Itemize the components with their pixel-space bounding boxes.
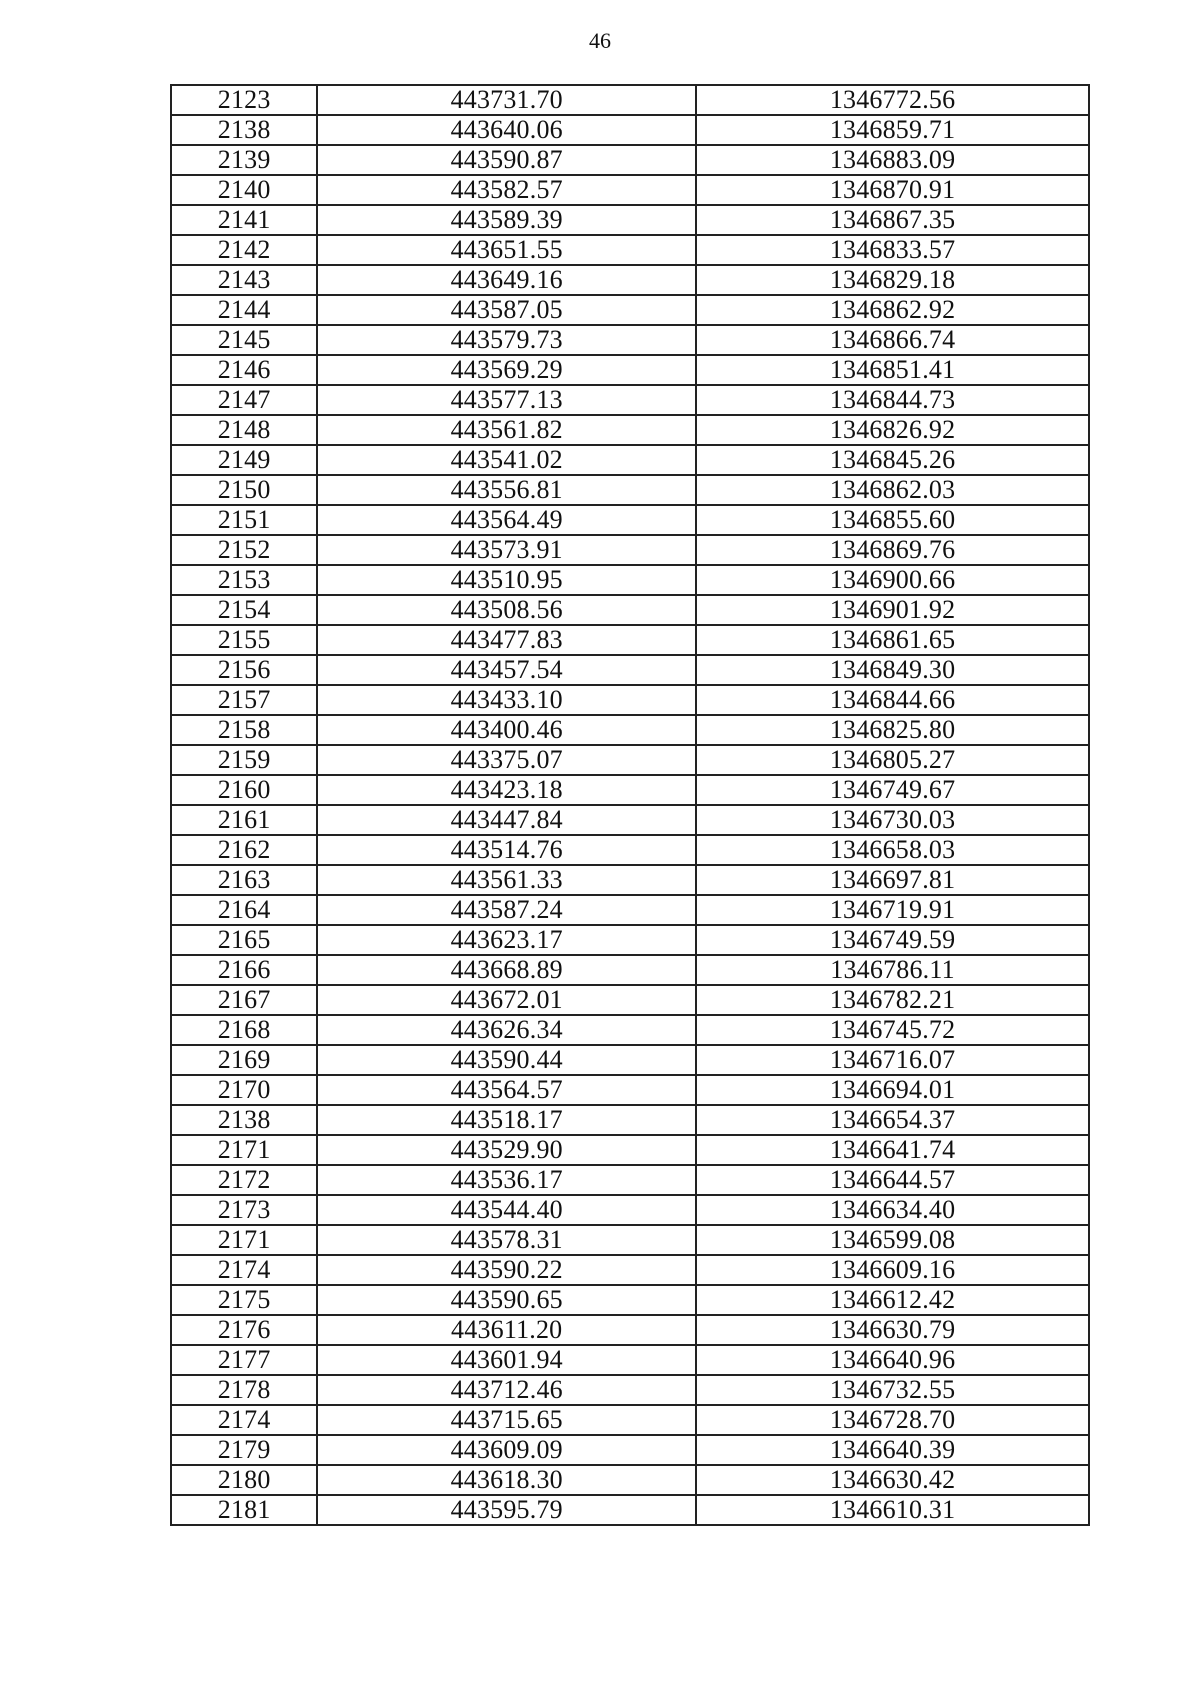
x-coordinate-cell: 443590.22: [317, 1255, 696, 1285]
y-coordinate-cell: 1346609.16: [696, 1255, 1089, 1285]
x-coordinate-cell: 443518.17: [317, 1105, 696, 1135]
point-number-cell: 2159: [171, 745, 317, 775]
point-number-cell: 2168: [171, 1015, 317, 1045]
y-coordinate-cell: 1346866.74: [696, 325, 1089, 355]
x-coordinate-cell: 443561.33: [317, 865, 696, 895]
table-row: [171, 355, 1089, 385]
y-coordinate-cell: 1346772.56: [696, 85, 1089, 115]
x-coordinate-cell: 443423.18: [317, 775, 696, 805]
y-coordinate-cell: 1346833.57: [696, 235, 1089, 265]
x-coordinate-cell: 443623.17: [317, 925, 696, 955]
table-row: [171, 175, 1089, 205]
x-coordinate-cell: 443578.31: [317, 1225, 696, 1255]
table-row: [171, 1375, 1089, 1405]
table-row: [171, 1015, 1089, 1045]
table-row: [171, 805, 1089, 835]
x-coordinate-cell: 443640.06: [317, 115, 696, 145]
y-coordinate-cell: 1346829.18: [696, 265, 1089, 295]
table-row: [171, 1495, 1089, 1525]
x-coordinate-cell: 443556.81: [317, 475, 696, 505]
point-number-cell: 2163: [171, 865, 317, 895]
x-coordinate-cell: 443731.70: [317, 85, 696, 115]
x-coordinate-cell: 443626.34: [317, 1015, 696, 1045]
y-coordinate-cell: 1346845.26: [696, 445, 1089, 475]
y-coordinate-cell: 1346654.37: [696, 1105, 1089, 1135]
point-number-cell: 2171: [171, 1225, 317, 1255]
x-coordinate-cell: 443601.94: [317, 1345, 696, 1375]
point-number-cell: 2145: [171, 325, 317, 355]
point-number-cell: 2123: [171, 85, 317, 115]
x-coordinate-cell: 443400.46: [317, 715, 696, 745]
x-coordinate-cell: 443589.39: [317, 205, 696, 235]
y-coordinate-cell: 1346870.91: [696, 175, 1089, 205]
y-coordinate-cell: 1346867.35: [696, 205, 1089, 235]
y-coordinate-cell: 1346610.31: [696, 1495, 1089, 1525]
point-number-cell: 2160: [171, 775, 317, 805]
y-coordinate-cell: 1346862.92: [696, 295, 1089, 325]
y-coordinate-cell: 1346641.74: [696, 1135, 1089, 1165]
x-coordinate-cell: 443510.95: [317, 565, 696, 595]
y-coordinate-cell: 1346844.66: [696, 685, 1089, 715]
point-number-cell: 2142: [171, 235, 317, 265]
x-coordinate-cell: 443529.90: [317, 1135, 696, 1165]
point-number-cell: 2161: [171, 805, 317, 835]
point-number-cell: 2169: [171, 1045, 317, 1075]
y-coordinate-cell: 1346694.01: [696, 1075, 1089, 1105]
y-coordinate-cell: 1346612.42: [696, 1285, 1089, 1315]
point-number-cell: 2150: [171, 475, 317, 505]
x-coordinate-cell: 443477.83: [317, 625, 696, 655]
point-number-cell: 2149: [171, 445, 317, 475]
y-coordinate-cell: 1346859.71: [696, 115, 1089, 145]
x-coordinate-cell: 443590.65: [317, 1285, 696, 1315]
y-coordinate-cell: 1346862.03: [696, 475, 1089, 505]
x-coordinate-cell: 443536.17: [317, 1165, 696, 1195]
y-coordinate-cell: 1346749.67: [696, 775, 1089, 805]
x-coordinate-cell: 443447.84: [317, 805, 696, 835]
point-number-cell: 2178: [171, 1375, 317, 1405]
table-row: [171, 1165, 1089, 1195]
table-row: [171, 985, 1089, 1015]
table-row: [171, 145, 1089, 175]
point-number-cell: 2153: [171, 565, 317, 595]
point-number-cell: 2138: [171, 115, 317, 145]
table-row: [171, 205, 1089, 235]
y-coordinate-cell: 1346900.66: [696, 565, 1089, 595]
x-coordinate-cell: 443590.87: [317, 145, 696, 175]
x-coordinate-cell: 443375.07: [317, 745, 696, 775]
x-coordinate-cell: 443508.56: [317, 595, 696, 625]
table-row: [171, 1195, 1089, 1225]
table-row: [171, 1315, 1089, 1345]
x-coordinate-cell: 443668.89: [317, 955, 696, 985]
y-coordinate-cell: 1346697.81: [696, 865, 1089, 895]
point-number-cell: 2138: [171, 1105, 317, 1135]
point-number-cell: 2139: [171, 145, 317, 175]
point-number-cell: 2166: [171, 955, 317, 985]
point-number-cell: 2157: [171, 685, 317, 715]
point-number-cell: 2151: [171, 505, 317, 535]
table-row: [171, 1405, 1089, 1435]
table-row: [171, 295, 1089, 325]
table-row: [171, 1075, 1089, 1105]
x-coordinate-cell: 443595.79: [317, 1495, 696, 1525]
table-row: [171, 895, 1089, 925]
y-coordinate-cell: 1346883.09: [696, 145, 1089, 175]
table-row: [171, 1105, 1089, 1135]
y-coordinate-cell: 1346901.92: [696, 595, 1089, 625]
x-coordinate-cell: 443564.49: [317, 505, 696, 535]
x-coordinate-cell: 443715.65: [317, 1405, 696, 1435]
y-coordinate-cell: 1346719.91: [696, 895, 1089, 925]
x-coordinate-cell: 443712.46: [317, 1375, 696, 1405]
table-row: [171, 325, 1089, 355]
table-row: [171, 685, 1089, 715]
x-coordinate-cell: 443611.20: [317, 1315, 696, 1345]
y-coordinate-cell: 1346644.57: [696, 1165, 1089, 1195]
y-coordinate-cell: 1346861.65: [696, 625, 1089, 655]
point-number-cell: 2146: [171, 355, 317, 385]
table-row: [171, 415, 1089, 445]
point-number-cell: 2141: [171, 205, 317, 235]
point-number-cell: 2154: [171, 595, 317, 625]
y-coordinate-cell: 1346599.08: [696, 1225, 1089, 1255]
point-number-cell: 2140: [171, 175, 317, 205]
table-row: [171, 745, 1089, 775]
table-row: [171, 85, 1089, 115]
y-coordinate-cell: 1346844.73: [696, 385, 1089, 415]
x-coordinate-cell: 443649.16: [317, 265, 696, 295]
y-coordinate-cell: 1346851.41: [696, 355, 1089, 385]
y-coordinate-cell: 1346826.92: [696, 415, 1089, 445]
point-number-cell: 2148: [171, 415, 317, 445]
y-coordinate-cell: 1346728.70: [696, 1405, 1089, 1435]
table-row: [171, 595, 1089, 625]
table-row: [171, 865, 1089, 895]
table-row: [171, 1225, 1089, 1255]
table-row: [171, 925, 1089, 955]
y-coordinate-cell: 1346716.07: [696, 1045, 1089, 1075]
table-row: [171, 955, 1089, 985]
table-row: [171, 1255, 1089, 1285]
y-coordinate-cell: 1346732.55: [696, 1375, 1089, 1405]
point-number-cell: 2164: [171, 895, 317, 925]
x-coordinate-cell: 443577.13: [317, 385, 696, 415]
point-number-cell: 2143: [171, 265, 317, 295]
point-number-cell: 2144: [171, 295, 317, 325]
table-row: [171, 505, 1089, 535]
y-coordinate-cell: 1346782.21: [696, 985, 1089, 1015]
table-row: [171, 1345, 1089, 1375]
y-coordinate-cell: 1346634.40: [696, 1195, 1089, 1225]
y-coordinate-cell: 1346805.27: [696, 745, 1089, 775]
y-coordinate-cell: 1346730.03: [696, 805, 1089, 835]
point-number-cell: 2155: [171, 625, 317, 655]
point-number-cell: 2177: [171, 1345, 317, 1375]
point-number-cell: 2162: [171, 835, 317, 865]
table-row: [171, 115, 1089, 145]
point-number-cell: 2167: [171, 985, 317, 1015]
table-row: [171, 265, 1089, 295]
table-row: [171, 1435, 1089, 1465]
table-row: [171, 445, 1089, 475]
point-number-cell: 2165: [171, 925, 317, 955]
x-coordinate-cell: 443564.57: [317, 1075, 696, 1105]
y-coordinate-cell: 1346869.76: [696, 535, 1089, 565]
table-row: [171, 835, 1089, 865]
point-number-cell: 2152: [171, 535, 317, 565]
table-row: [171, 385, 1089, 415]
point-number-cell: 2156: [171, 655, 317, 685]
x-coordinate-cell: 443672.01: [317, 985, 696, 1015]
x-coordinate-cell: 443587.24: [317, 895, 696, 925]
y-coordinate-cell: 1346640.96: [696, 1345, 1089, 1375]
y-coordinate-cell: 1346658.03: [696, 835, 1089, 865]
point-number-cell: 2176: [171, 1315, 317, 1345]
y-coordinate-cell: 1346630.79: [696, 1315, 1089, 1345]
table-row: [171, 475, 1089, 505]
y-coordinate-cell: 1346640.39: [696, 1435, 1089, 1465]
table-row: [171, 535, 1089, 565]
table-row: [171, 1045, 1089, 1075]
point-number-cell: 2173: [171, 1195, 317, 1225]
x-coordinate-cell: 443514.76: [317, 835, 696, 865]
table-row: [171, 715, 1089, 745]
x-coordinate-cell: 443618.30: [317, 1465, 696, 1495]
table-row: [171, 625, 1089, 655]
y-coordinate-cell: 1346745.72: [696, 1015, 1089, 1045]
y-coordinate-cell: 1346786.11: [696, 955, 1089, 985]
x-coordinate-cell: 443609.09: [317, 1435, 696, 1465]
page-number: 46: [589, 28, 611, 53]
table-row: [171, 1465, 1089, 1495]
x-coordinate-cell: 443544.40: [317, 1195, 696, 1225]
coordinate-table-body: [171, 85, 1089, 1525]
x-coordinate-cell: 443651.55: [317, 235, 696, 265]
point-number-cell: 2171: [171, 1135, 317, 1165]
point-number-cell: 2158: [171, 715, 317, 745]
point-number-cell: 2170: [171, 1075, 317, 1105]
table-row: [171, 565, 1089, 595]
x-coordinate-cell: 443582.57: [317, 175, 696, 205]
x-coordinate-cell: 443433.10: [317, 685, 696, 715]
table-row: [171, 775, 1089, 805]
point-number-cell: 2181: [171, 1495, 317, 1525]
point-number-cell: 2180: [171, 1465, 317, 1495]
point-number-cell: 2175: [171, 1285, 317, 1315]
x-coordinate-cell: 443541.02: [317, 445, 696, 475]
table-row: [171, 1135, 1089, 1165]
point-number-cell: 2174: [171, 1255, 317, 1285]
x-coordinate-cell: 443457.54: [317, 655, 696, 685]
y-coordinate-cell: 1346849.30: [696, 655, 1089, 685]
x-coordinate-cell: 443573.91: [317, 535, 696, 565]
x-coordinate-cell: 443587.05: [317, 295, 696, 325]
point-number-cell: 2147: [171, 385, 317, 415]
x-coordinate-cell: 443561.82: [317, 415, 696, 445]
y-coordinate-cell: 1346825.80: [696, 715, 1089, 745]
table-row: [171, 655, 1089, 685]
coordinate-table: [170, 84, 1090, 1526]
x-coordinate-cell: 443590.44: [317, 1045, 696, 1075]
table-row: [171, 1285, 1089, 1315]
y-coordinate-cell: 1346630.42: [696, 1465, 1089, 1495]
x-coordinate-cell: 443579.73: [317, 325, 696, 355]
table-row: [171, 235, 1089, 265]
point-number-cell: 2174: [171, 1405, 317, 1435]
point-number-cell: 2179: [171, 1435, 317, 1465]
y-coordinate-cell: 1346749.59: [696, 925, 1089, 955]
y-coordinate-cell: 1346855.60: [696, 505, 1089, 535]
point-number-cell: 2172: [171, 1165, 317, 1195]
x-coordinate-cell: 443569.29: [317, 355, 696, 385]
